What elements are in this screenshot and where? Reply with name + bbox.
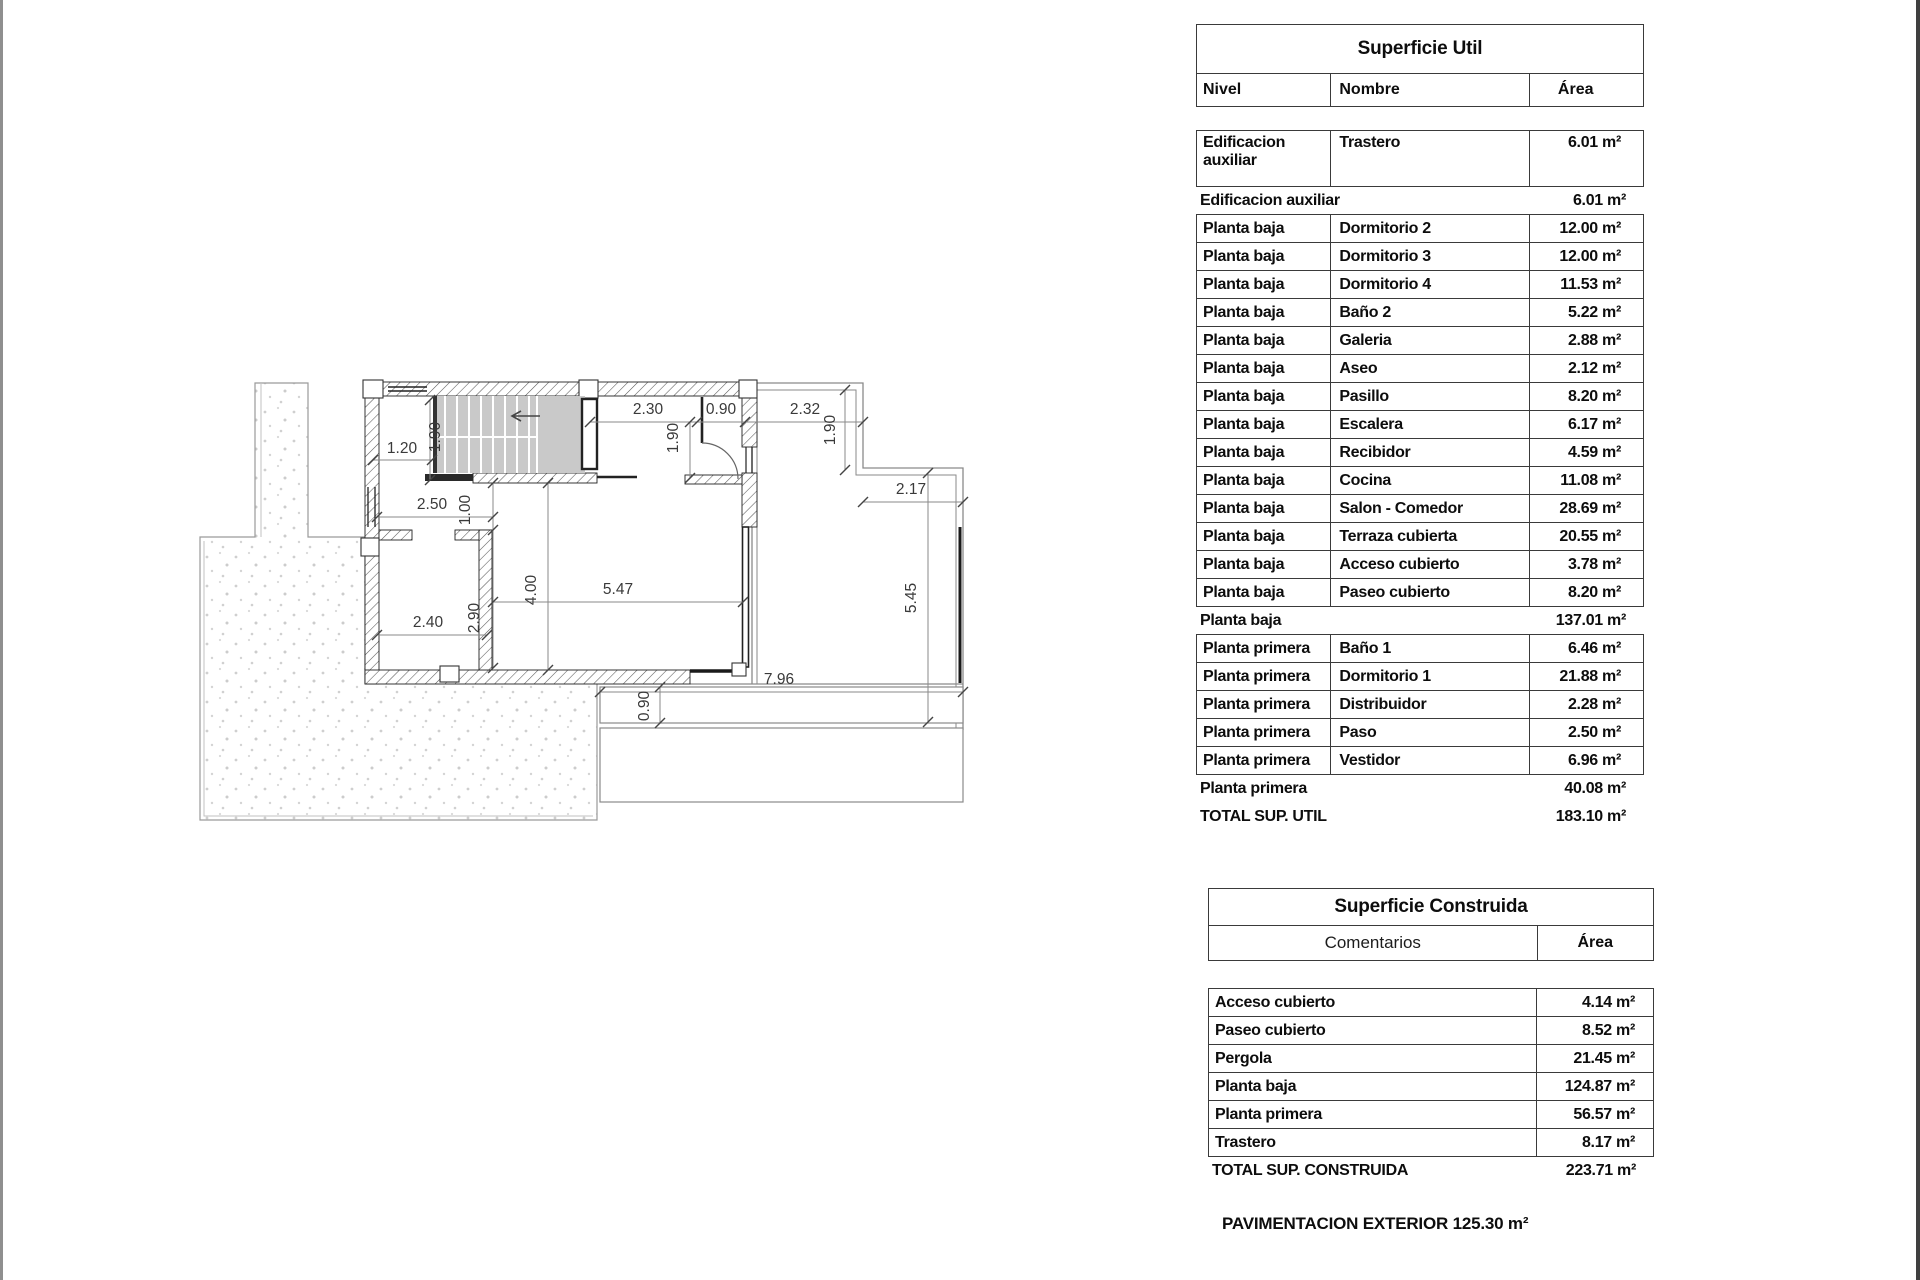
cell-area: 6.46 m²: [1529, 635, 1643, 662]
table-title: Superficie Construida: [1208, 888, 1654, 926]
table-row: [1196, 718, 1644, 747]
dimension-label: 1.20: [386, 440, 418, 457]
pavimentacion-exterior-note: PAVIMENTACION EXTERIOR 125.30 m²: [1222, 1214, 1529, 1233]
cell-area: 6.96 m²: [1529, 747, 1643, 774]
cell-nivel: Planta baja: [1203, 527, 1285, 545]
cell-area: 2.88 m²: [1529, 327, 1643, 354]
table-row: [1208, 1072, 1654, 1101]
cell-nivel: Planta baja: [1203, 415, 1285, 433]
cell-nombre: Pasillo: [1330, 383, 1529, 410]
dimension-label: 2.30: [632, 401, 664, 418]
cell-nivel: Planta primera: [1203, 723, 1310, 741]
total-label: TOTAL SUP. UTIL: [1200, 808, 1327, 825]
table-header-row: [1196, 74, 1644, 107]
dimension-label: 2.17: [895, 481, 927, 498]
cell-nivel: Planta baja: [1203, 331, 1285, 349]
total-value: 183.10 m²: [1555, 808, 1626, 825]
cell-area: 12.00 m²: [1529, 243, 1643, 270]
dimension-label: 5.47: [602, 581, 634, 598]
cell-nivel: Planta baja: [1203, 471, 1285, 489]
table-row: [1196, 690, 1644, 719]
dimension-label: 1.90: [665, 422, 682, 454]
cell-area: 21.88 m²: [1529, 663, 1643, 690]
cell-comentario: Planta primera: [1215, 1105, 1322, 1123]
table-row: [1196, 354, 1644, 383]
dimension-label: 0.90: [705, 401, 737, 418]
cell-area: 28.69 m²: [1529, 495, 1643, 522]
cell-area: 5.22 m²: [1529, 299, 1643, 326]
table-row: [1196, 214, 1644, 243]
dimension-label: 1.90: [822, 414, 839, 446]
table-row: [1208, 988, 1654, 1017]
cell-nombre: Dormitorio 3: [1330, 243, 1529, 270]
lower-terrace: [600, 728, 963, 802]
total-label: TOTAL SUP. CONSTRUIDA: [1212, 1162, 1409, 1179]
cell-area: 8.20 m²: [1529, 579, 1643, 606]
cell-nombre: Vestidor: [1330, 747, 1529, 774]
table-row: [1196, 410, 1644, 439]
cell-nivel: Planta primera: [1203, 695, 1310, 713]
cell-nombre: Escalera: [1330, 411, 1529, 438]
cell-area: 6.01 m²: [1529, 131, 1643, 186]
cell-area: 4.14 m²: [1536, 989, 1653, 1016]
cell-area: 11.08 m²: [1529, 467, 1643, 494]
cell-nombre: Cocina: [1330, 467, 1529, 494]
cell-nivel: Edificacion auxiliar: [1203, 134, 1286, 170]
cell-nombre: Baño 1: [1330, 635, 1529, 662]
cell-area: 6.17 m²: [1529, 411, 1643, 438]
dimension-label: 1.00: [457, 494, 474, 526]
cell-nivel: Planta primera: [1203, 751, 1310, 769]
table-row: [1196, 242, 1644, 271]
cell-nivel: Planta baja: [1203, 387, 1285, 405]
table-row: [1196, 550, 1644, 579]
column-header-comentarios: Comentarios: [1324, 933, 1421, 952]
table-row: [1196, 270, 1644, 299]
table-title: Superficie Util: [1196, 24, 1644, 74]
superficie-construida-table: [1208, 888, 1654, 1185]
subtotal-value: 137.01 m²: [1555, 612, 1626, 629]
cell-nombre: Trastero: [1330, 131, 1529, 186]
cell-area: 2.50 m²: [1529, 719, 1643, 746]
cell-comentario: Pergola: [1215, 1049, 1272, 1067]
cell-nombre: Aseo: [1330, 355, 1529, 382]
cell-nivel: Planta baja: [1203, 359, 1285, 377]
dimension-label: 2.32: [789, 401, 821, 418]
column-header-area: Área: [1537, 926, 1653, 960]
dimension-label: 2.90: [466, 602, 483, 634]
cell-nombre: Paseo cubierto: [1330, 579, 1529, 606]
staircase: [433, 396, 597, 473]
dimension-label: 1.90: [427, 421, 444, 453]
cell-comentario: Paseo cubierto: [1215, 1021, 1326, 1039]
cell-area: 4.59 m²: [1529, 439, 1643, 466]
table-row: [1196, 187, 1644, 215]
table-total-row: [1208, 1157, 1654, 1185]
column-header-nivel: Nivel: [1203, 81, 1242, 98]
page-right-border: [1916, 0, 1920, 1280]
table-row: [1196, 746, 1644, 775]
cell-nivel: Planta primera: [1203, 639, 1310, 657]
table-row: [1208, 1016, 1654, 1045]
cell-comentario: Acceso cubierto: [1215, 993, 1335, 1011]
cell-nivel: Planta baja: [1203, 303, 1285, 321]
table-row: [1196, 466, 1644, 495]
column-header-nombre: Nombre: [1330, 74, 1529, 106]
cell-nombre: Dormitorio 4: [1330, 271, 1529, 298]
dimension-label: 2.40: [412, 614, 444, 631]
total-value: 223.71 m²: [1565, 1162, 1636, 1179]
subtotal-label: Planta primera: [1200, 780, 1307, 797]
subtotal-label: Planta baja: [1200, 612, 1282, 629]
cell-area: 8.52 m²: [1536, 1017, 1653, 1044]
subtotal-value: 6.01 m²: [1572, 192, 1626, 209]
dimension-label: 7.96: [763, 671, 795, 688]
table-row: [1196, 634, 1644, 663]
dimension-label: 5.45: [903, 582, 920, 614]
table-row: [1196, 775, 1644, 803]
cell-nivel: Planta baja: [1203, 555, 1285, 573]
floor-plan-drawing: [0, 0, 1040, 900]
column-header-area: Área: [1529, 74, 1643, 106]
cell-nombre: Terraza cubierta: [1330, 523, 1529, 550]
cell-nivel: Planta baja: [1203, 219, 1285, 237]
cell-nivel: Planta baja: [1203, 275, 1285, 293]
cell-area: 8.20 m²: [1529, 383, 1643, 410]
table-header-row: [1208, 926, 1654, 961]
cell-nombre: Dormitorio 2: [1330, 215, 1529, 242]
cell-nombre: Baño 2: [1330, 299, 1529, 326]
cell-nivel: Planta baja: [1203, 443, 1285, 461]
cell-comentario: Planta baja: [1215, 1077, 1297, 1095]
superficie-util-table: [1196, 24, 1644, 831]
cell-nombre: Acceso cubierto: [1330, 551, 1529, 578]
cell-nombre: Salon - Comedor: [1330, 495, 1529, 522]
cell-area: 21.45 m²: [1536, 1045, 1653, 1072]
cell-nivel: Planta baja: [1203, 499, 1285, 517]
cell-nombre: Dormitorio 1: [1330, 663, 1529, 690]
cell-area: 11.53 m²: [1529, 271, 1643, 298]
cell-nombre: Distribuidor: [1330, 691, 1529, 718]
dimension-label: 4.00: [523, 574, 540, 606]
cell-nombre: Galeria: [1330, 327, 1529, 354]
cell-nombre: Recibidor: [1330, 439, 1529, 466]
cell-nivel: Planta baja: [1203, 247, 1285, 265]
table-row: [1196, 438, 1644, 467]
table-row: [1196, 607, 1644, 635]
cell-area: 56.57 m²: [1536, 1101, 1653, 1128]
cell-area: 2.12 m²: [1529, 355, 1643, 382]
cell-nombre: Paso: [1330, 719, 1529, 746]
table-row: [1196, 298, 1644, 327]
table-row: [1208, 1100, 1654, 1129]
subtotal-value: 40.08 m²: [1564, 780, 1626, 797]
table-row: [1208, 1128, 1654, 1157]
cell-area: 2.28 m²: [1529, 691, 1643, 718]
table-row: [1196, 494, 1644, 523]
table-row: [1196, 382, 1644, 411]
cell-area: 20.55 m²: [1529, 523, 1643, 550]
cell-area: 8.17 m²: [1536, 1129, 1653, 1156]
table-row: [1196, 662, 1644, 691]
cell-nivel: Planta primera: [1203, 667, 1310, 685]
cell-nivel: Planta baja: [1203, 583, 1285, 601]
cell-area: 3.78 m²: [1529, 551, 1643, 578]
cell-area: 12.00 m²: [1529, 215, 1643, 242]
subtotal-label: Edificacion auxiliar: [1200, 192, 1340, 209]
table-row: [1196, 522, 1644, 551]
cell-comentario: Trastero: [1215, 1133, 1276, 1151]
table-row: [1196, 326, 1644, 355]
table-row: [1196, 803, 1644, 831]
table-row: [1196, 130, 1644, 187]
cell-area: 124.87 m²: [1536, 1073, 1653, 1100]
dimension-label: 2.50: [416, 496, 448, 513]
stair-rail: [582, 399, 597, 469]
table-row: [1196, 578, 1644, 607]
table-row: [1208, 1044, 1654, 1073]
dimension-label: 0.90: [636, 690, 653, 722]
